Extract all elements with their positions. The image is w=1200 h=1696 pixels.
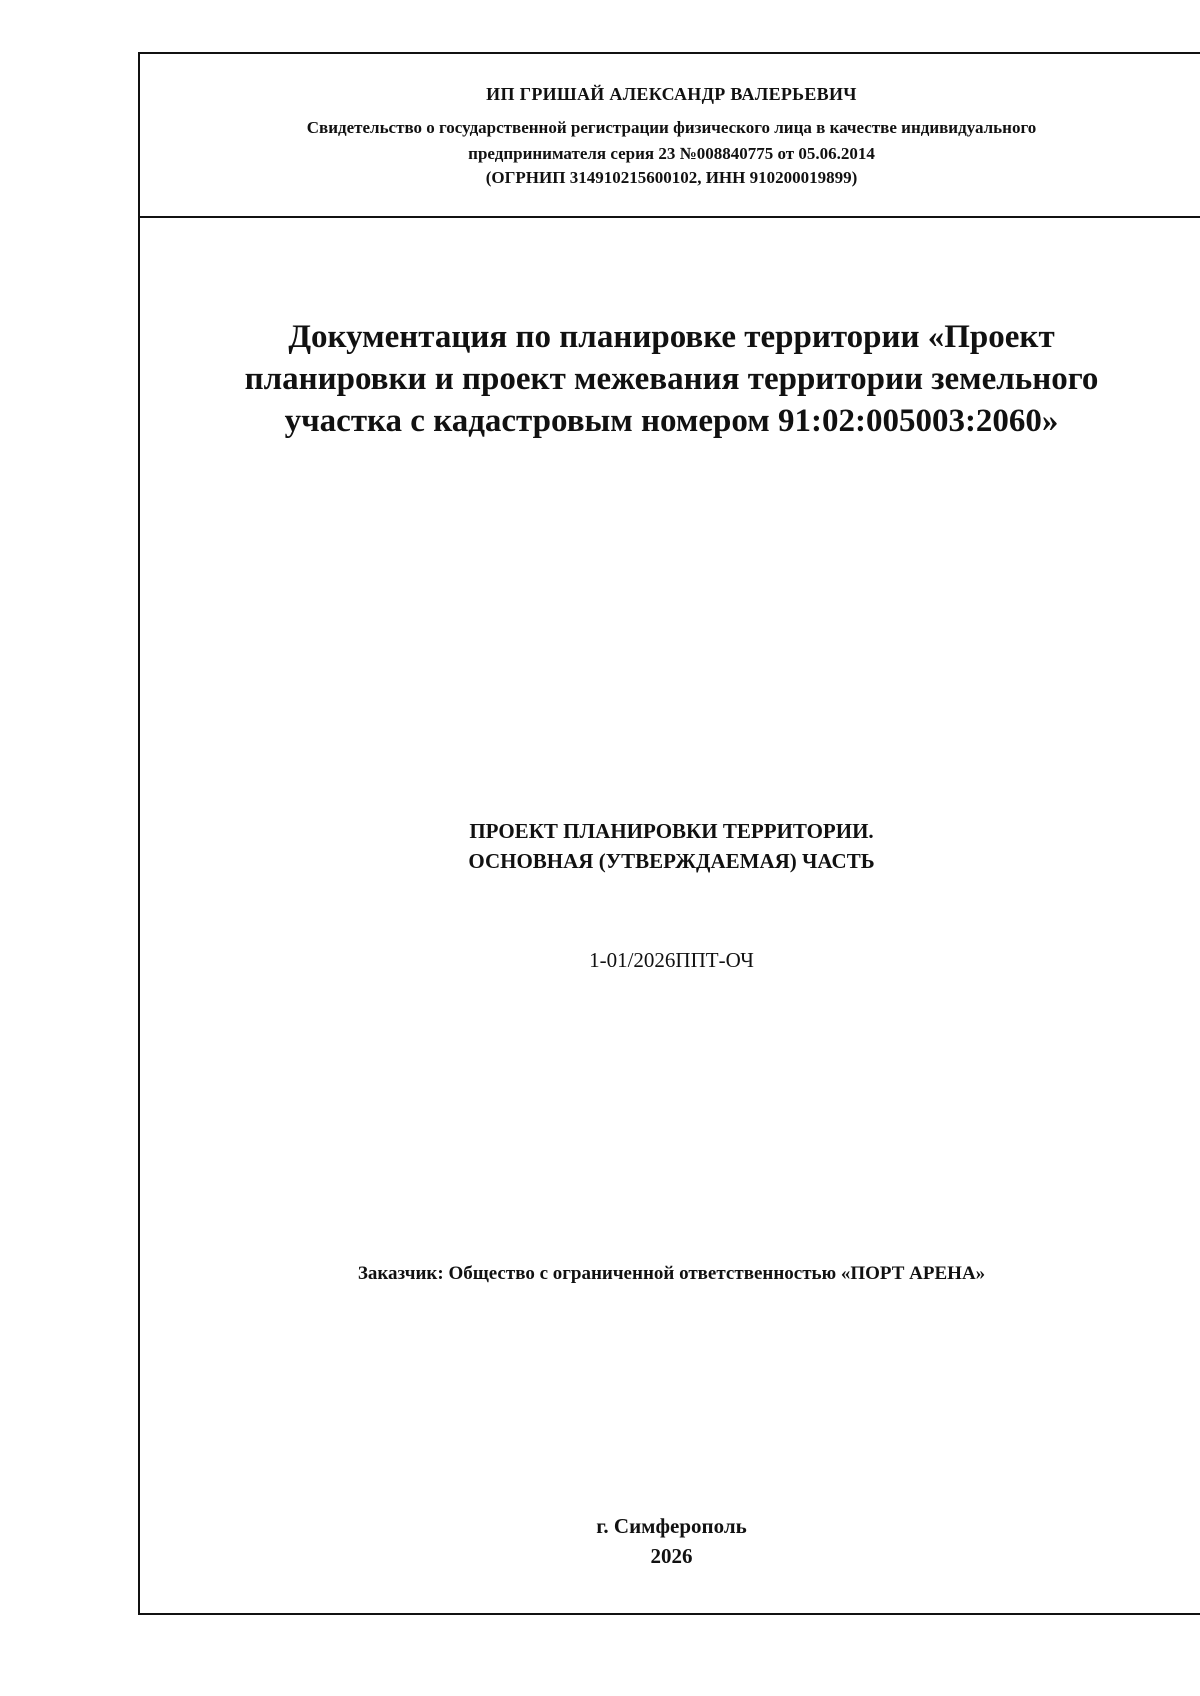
organization-header bbox=[140, 54, 1200, 218]
document-title-line-3: участка с кадастровым номером 91:02:005003:2060» bbox=[284, 403, 1059, 439]
registration-certificate-line-1: Свидетельство о государственной регистрации физического лица в качестве индивидуального bbox=[306, 118, 1037, 137]
year: 2026 bbox=[650, 1544, 693, 1568]
place-and-year bbox=[140, 1511, 1200, 1571]
document-title-line-2: планировки и проект межевания территории земельного bbox=[244, 361, 1099, 397]
document-title-line-1: Документация по планировке территории «Проект bbox=[288, 319, 1055, 355]
registration-certificate-line-2: предпринимателя серия 23 №008840775 от 05.06.2014 bbox=[468, 144, 875, 163]
customer-line: Заказчик: Общество с ограниченной ответственностью «ПОРТ АРЕНА» bbox=[357, 1263, 986, 1284]
title-page-frame bbox=[138, 52, 1200, 1615]
document-code: 1-01/2026ППТ-ОЧ bbox=[589, 948, 754, 972]
section-title bbox=[140, 816, 1200, 876]
section-title-line-2: ОСНОВНАЯ (УТВЕРЖДАЕМАЯ) ЧАСТЬ bbox=[468, 849, 875, 873]
registration-numbers: (ОГРНИП 314910215600102, ИНН 910200019899) bbox=[485, 168, 858, 187]
document-title bbox=[140, 316, 1200, 442]
city-name: г. Симферополь bbox=[596, 1514, 747, 1538]
section-title-line-1: ПРОЕКТ ПЛАНИРОВКИ ТЕРРИТОРИИ. bbox=[469, 819, 874, 843]
organization-name: ИП ГРИШАЙ АЛЕКСАНДР ВАЛЕРЬЕВИЧ bbox=[486, 84, 857, 104]
